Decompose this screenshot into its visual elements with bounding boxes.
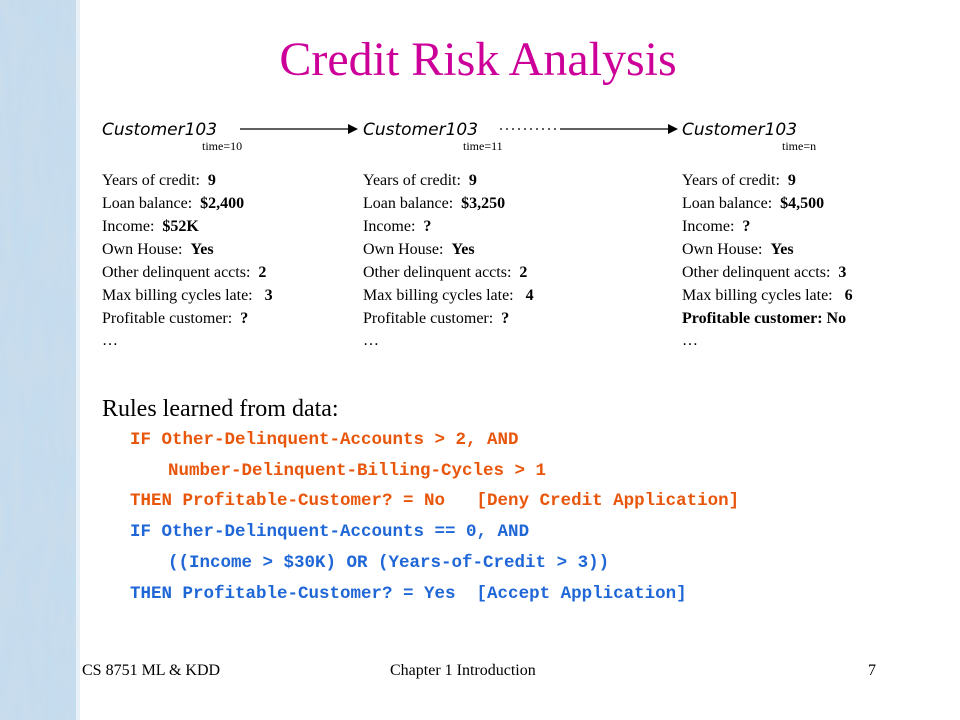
- rule-accept-line-1: IF Other-Delinquent-Accounts == 0, AND: [130, 522, 530, 542]
- row-own-house: Own House: Yes: [363, 241, 475, 258]
- footer-page-number: 7: [868, 662, 876, 679]
- ellipsis: …: [102, 332, 118, 349]
- row-income: Income: $52K: [102, 218, 199, 235]
- rule-accept-line-2: ((Income > $30K) OR (Years-of-Credit > 3)): [168, 553, 610, 573]
- row-years-credit: Years of credit: 9: [682, 172, 796, 189]
- arrow-head-1: [348, 124, 358, 134]
- row-max-billing-late: Max billing cycles late: 6: [682, 287, 853, 304]
- rule-deny-line-2: Number-Delinquent-Billing-Cycles > 1: [168, 461, 547, 481]
- row-max-billing-late: Max billing cycles late: 3: [102, 287, 273, 304]
- row-loan-balance: Loan balance: $2,400: [102, 195, 245, 212]
- row-other-delinquent: Other delinquent accts: 2: [102, 264, 267, 281]
- customer-id: Customer103: [682, 120, 798, 140]
- ellipsis: …: [682, 332, 698, 349]
- row-years-credit: Years of credit: 9: [363, 172, 477, 189]
- row-income: Income: ?: [682, 218, 751, 235]
- rule-deny-line-1: IF Other-Delinquent-Accounts > 2, AND: [130, 430, 519, 450]
- customer-id: Customer103: [102, 120, 218, 140]
- rule-deny-line-3: THEN Profitable-Customer? = No [Deny Credit Application]: [130, 491, 740, 511]
- row-years-credit: Years of credit: 9: [102, 172, 216, 189]
- rule-accept-line-3: THEN Profitable-Customer? = Yes [Accept Application]: [130, 584, 687, 604]
- ellipsis: …: [363, 332, 379, 349]
- row-loan-balance: Loan balance: $4,500: [682, 195, 825, 212]
- row-own-house: Own House: Yes: [682, 241, 794, 258]
- time-label: time=n: [782, 139, 817, 153]
- row-other-delinquent: Other delinquent accts: 2: [363, 264, 528, 281]
- time-label: time=10: [202, 139, 243, 153]
- row-profitable: Profitable customer: No: [682, 310, 847, 327]
- customer-id: Customer103: [363, 120, 479, 140]
- row-max-billing-late: Max billing cycles late: 4: [363, 287, 534, 304]
- slide-title: Credit Risk Analysis: [279, 33, 677, 86]
- row-own-house: Own House: Yes: [102, 241, 214, 258]
- row-profitable: Profitable customer: ?: [363, 310, 510, 327]
- row-profitable: Profitable customer: ?: [102, 310, 249, 327]
- arrow-head-2: [668, 124, 678, 134]
- row-other-delinquent: Other delinquent accts: 3: [682, 264, 847, 281]
- footer-chapter: Chapter 1 Introduction: [390, 662, 536, 679]
- row-loan-balance: Loan balance: $3,250: [363, 195, 506, 212]
- rules-heading: Rules learned from data:: [102, 396, 339, 422]
- time-label: time=11: [463, 139, 503, 153]
- row-income: Income: ?: [363, 218, 432, 235]
- footer-course: CS 8751 ML & KDD: [82, 662, 221, 679]
